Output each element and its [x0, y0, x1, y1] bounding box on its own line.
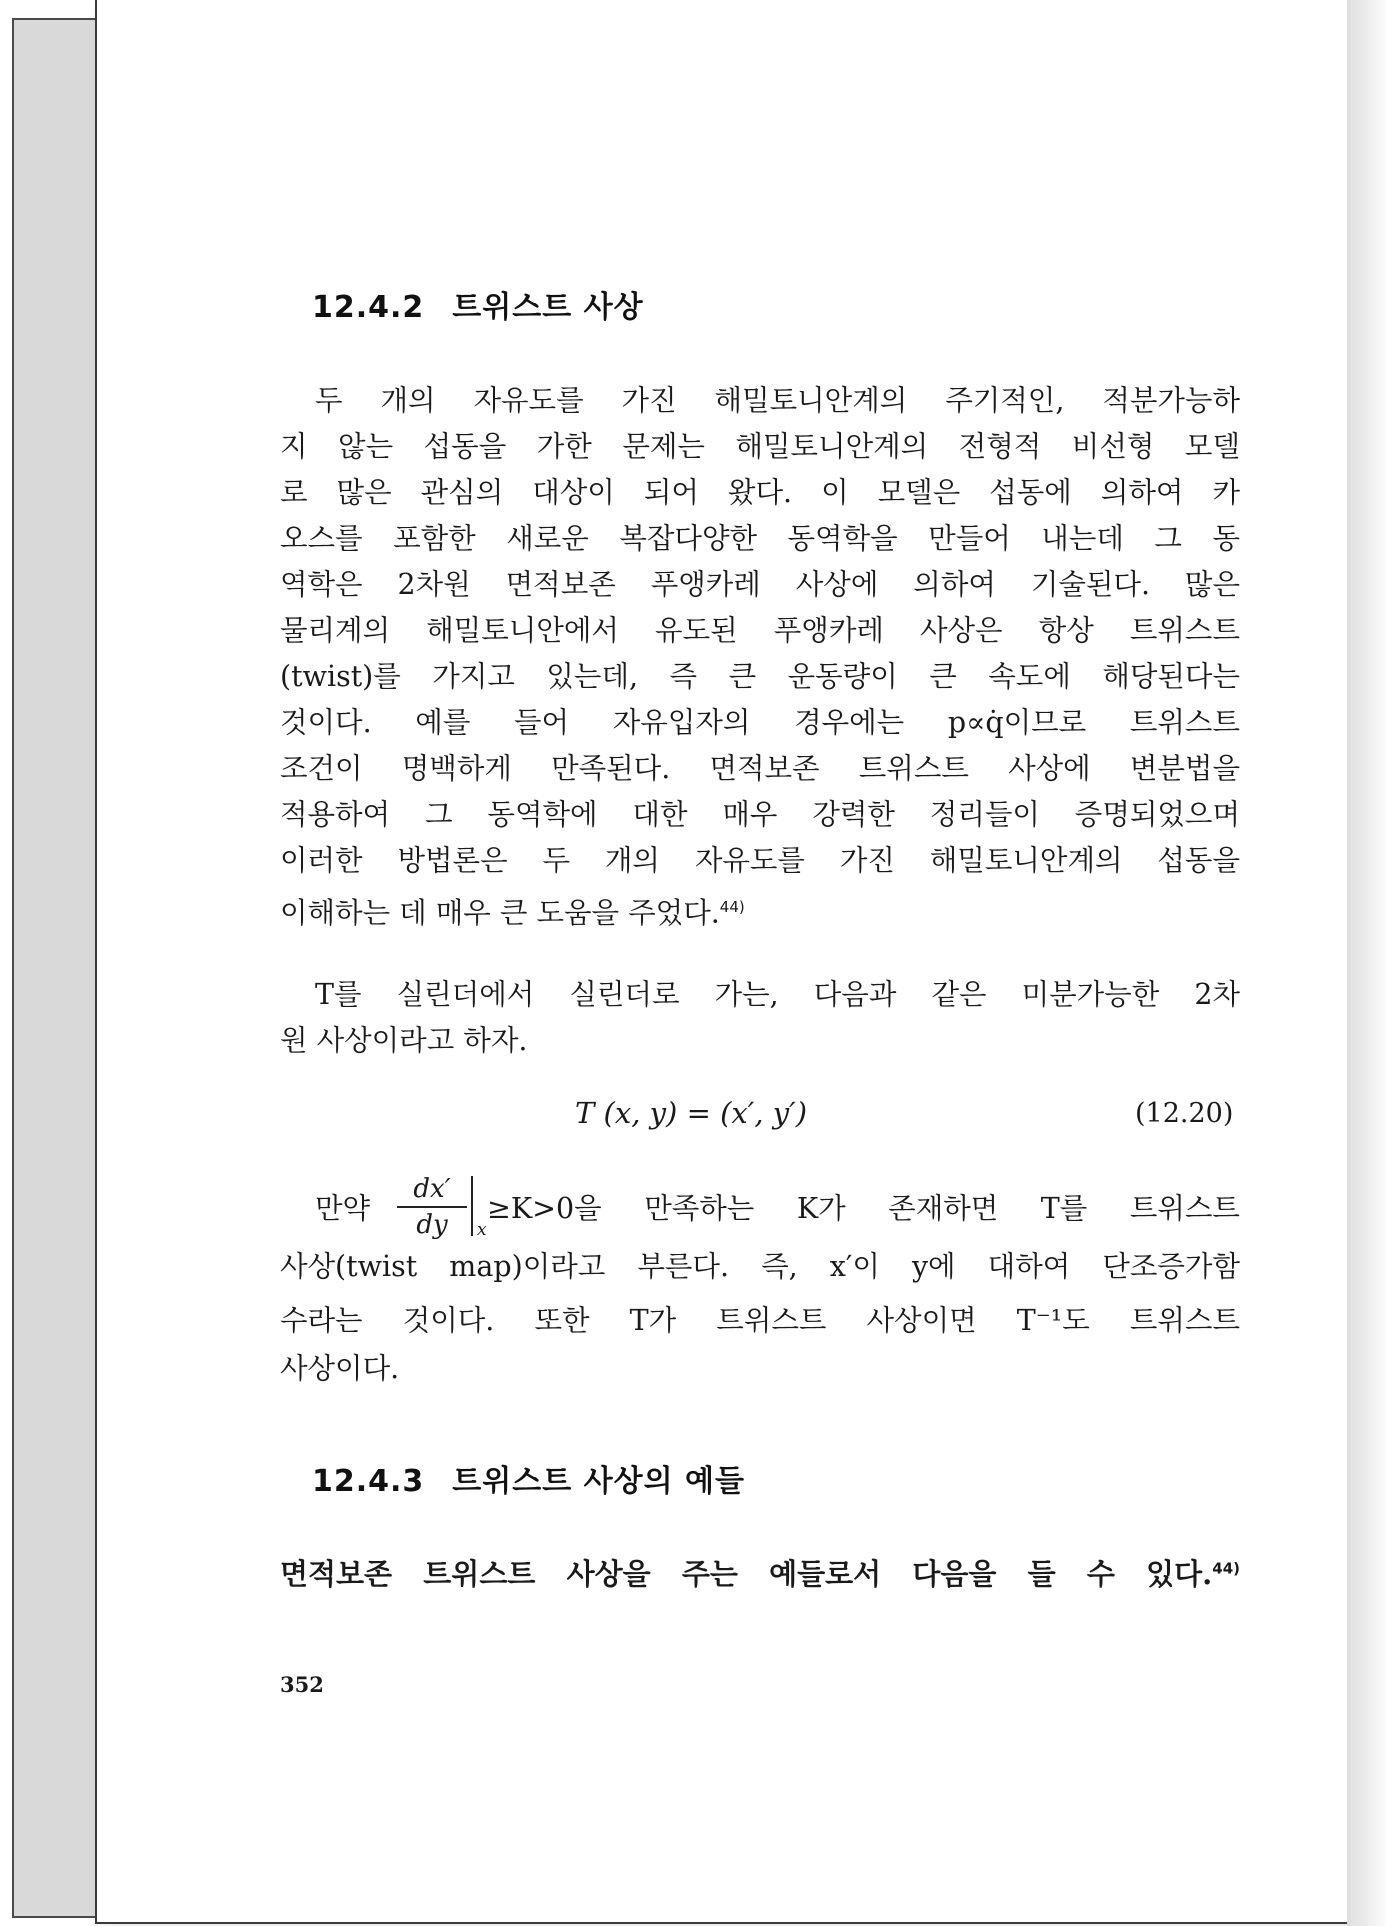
book-page	[95, 0, 1347, 1924]
condition-word: T를	[1040, 1192, 1088, 1225]
twist-condition-line	[315, 1172, 1240, 1242]
paragraph-line: (twist)를 가지고 있는데, 즉 큰 운동량이 큰 속도에 해당된다는	[280, 660, 1240, 693]
section-heading-12-4-3	[312, 1456, 745, 1500]
paragraph-line: 지 않는 섭동을 가한 문제는 해밀토니안계의 전형적 비선형 모델	[280, 430, 1240, 463]
paragraph-line: 사상(twist map)이라고 부른다. 즉, x′이 y에 대하여 단조증가함	[280, 1250, 1240, 1283]
section-number: 12.4.2	[312, 290, 425, 325]
paragraph-line: 수라는 것이다. 또한 T가 트위스트 사상이면 T⁻¹도 트위스트	[280, 1304, 1240, 1337]
paragraph-text: 면적보존 트위스트 사상을 주는 예들로서 다음을 들 수 있다.	[280, 1557, 1213, 1591]
page-right-edge	[1347, 0, 1386, 1926]
paragraph-line: 원 사상이라고 하자.	[280, 1024, 528, 1057]
condition-word: 트위스트	[1129, 1192, 1240, 1225]
paragraph-line: 두 개의 자유도를 가진 해밀토니안계의 주기적인, 적분가능하	[315, 384, 1240, 417]
condition-word: 만족하는	[644, 1192, 755, 1225]
paragraph-line: 오스를 포함한 새로운 복잡다양한 동역학을 만들어 내는데 그 동	[280, 522, 1240, 555]
paragraph-line: 역학은 2차원 면적보존 푸앵카레 사상에 의하여 기술된다. 많은	[280, 568, 1240, 601]
footnote-reference: 44)	[1212, 1559, 1240, 1578]
paragraph-line: 조건이 명백하게 만족된다. 면적보존 트위스트 사상에 변분법을	[280, 752, 1240, 785]
paragraph-line: 로 많은 관심의 대상이 되어 왔다. 이 모델은 섭동에 의하여 카	[280, 476, 1240, 509]
fraction-numerator: dx′	[397, 1172, 467, 1208]
derivative-fraction	[397, 1172, 467, 1242]
condition-word: K가	[796, 1192, 846, 1225]
section-title: 트위스트 사상의 예들	[452, 1464, 746, 1499]
paragraph-line: 사상이다.	[280, 1352, 400, 1385]
equation-number: (12.20)	[1135, 1098, 1234, 1129]
paragraph-line: 것이다. 예를 들어 자유입자의 경우에는 p∝q̇이므로 트위스트	[280, 706, 1240, 739]
bold-paragraph	[280, 1552, 1240, 1593]
section-title: 트위스트 사상	[452, 290, 644, 325]
condition-word: 존재하면	[888, 1192, 999, 1225]
paragraph-line: 이러한 방법론은 두 개의 자유도를 가진 해밀토니안계의 섭동을	[280, 844, 1240, 877]
paragraph-line	[280, 884, 1240, 930]
footnote-reference: 44)	[719, 898, 745, 916]
page-number: 352	[280, 1672, 324, 1697]
paragraph-line: T를 실린더에서 실린더로 가는, 다음과 같은 미분가능한 2차	[315, 978, 1240, 1011]
paragraph-line: 물리계의 해밀토니안에서 유도된 푸앵카레 사상은 항상 트위스트	[280, 614, 1240, 647]
evaluation-subscript: x	[477, 1220, 487, 1240]
equation: T (x, y) = (x′, y′)	[575, 1096, 808, 1130]
condition-word: ≥K>0을	[487, 1192, 602, 1225]
section-number: 12.4.3	[312, 1464, 425, 1499]
condition-suffix	[487, 1186, 1240, 1227]
paragraph-line: 적용하여 그 동역학에 대한 매우 강력한 정리들이 증명되었으며	[280, 798, 1240, 831]
section-heading-12-4-2	[312, 282, 644, 326]
book-spine-edge	[12, 18, 97, 1918]
condition-prefix: 만약	[315, 1192, 371, 1225]
evaluation-bar	[471, 1176, 473, 1236]
paragraph-text: 이해하는 데 매우 큰 도움을 주었다.	[280, 896, 720, 930]
fraction-denominator: dy	[416, 1210, 448, 1240]
